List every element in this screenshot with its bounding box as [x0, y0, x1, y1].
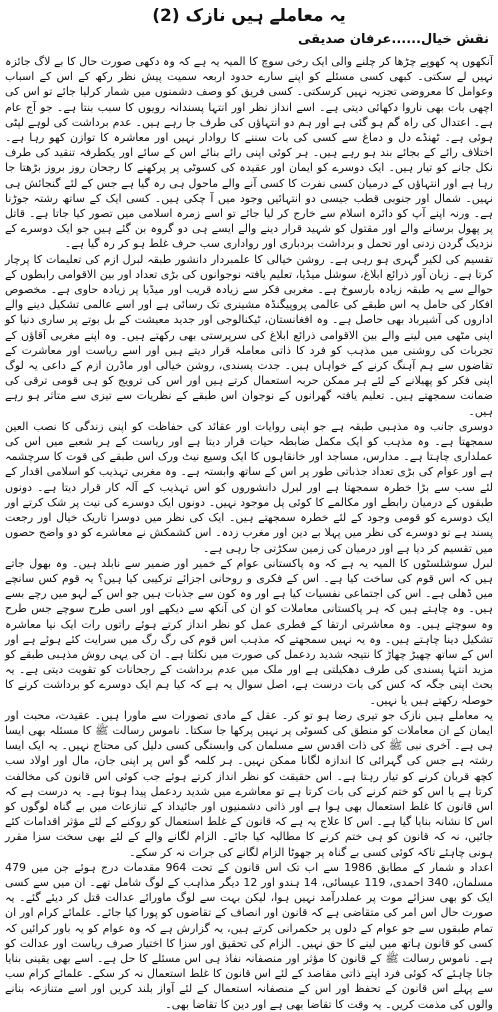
column-headline: یہ معاملے ہیں نازک (2)	[152, 6, 346, 26]
body-paragraph: اعداد و شمار کے مطابق 1986 سے اب تک اس قانون کے تحت 964 مقدمات درج ہوئے جن میں 479 مسلمان، 340 احمدی، 119 عیسائی، 14 ہندو اور 12 دیگر مذاہب کے لوگ شامل تھے۔ ان میں سے کسی ایک کو بھی سزائے موت پر عملدرآمد نہیں ہوا، لیکن بہت سے لوگ ماورائے عدالت قتل کر دیئے گئے۔ یہ صورت حال اس امر کی متقاضی ہے کہ قانون اور انصاف کے تقاضوں کو پورا کیا جائے۔ علمائے کرام اور ان تمام طبقوں سے جو عوام کے دلوں پر حکمرانی کرتے ہیں، یہ گزارش ہے کہ وہ عوام کو یہ باور کرائیں کہ کسی کو قانون ہاتھ میں لینے کا حق نہیں۔ الزام کی تحقیق اور سزا کا اختیار صرف ریاست اور عدالت کو ہے۔ ناموس رسالت ﷺ کے قانون کا مؤثر اور منصفانہ نفاذ ہی اس مسئلے کا حل ہے۔ اسے بھی یقینی بنایا جانا چاہئے کہ کوئی فرد اپنے ذاتی مقاصد کے لئے اس قانون کا غلط استعمال نہ کر سکے۔ علمائے کرام سب سے پہلے اس قانون کے تحفظ اور اس کے منصفانہ استعمال کے لئے آواز بلند کریں اور اسے متنازعہ بنانے والوں کی مذمت کریں۔ یہ وقت کا تقاضا بھی ہے اور دین کا تقاضا بھی۔	[5, 860, 493, 1011]
column-body	[4, 54, 493, 1011]
column-byline: نقش خیال......عرفان صدیقی	[297, 32, 489, 47]
body-paragraph: یہ معاملے ہیں نازک جو تیری رضا ہو تو کر۔ عقل کے مادی تصورات سے ماورا ہیں۔ عقیدت، محبت اور ایمان کے ان معاملات کو منطق کی کسوٹی پر نہیں پرکھا جا سکتا۔ ناموس رسالت ﷺ کا مسئلہ بھی ایسا ہی ہے۔ آخری نبی ﷺ کی ذات اقدس سے مسلمان کی وابستگی کسی دلیل کی محتاج نہیں۔ یہ ایک ایسا رشتہ ہے جس کی گہرائی کا اندازہ لگانا ممکن نہیں۔ ہر کلمہ گو اس پر اپنی جان، مال اور اولاد سب کچھ قربان کرنے کو تیار رہتا ہے۔ اس حقیقت کو نظر انداز کرتے ہوئے جب کوئی اس قانون کی مخالفت کرتا ہے یا اس کو ختم کرنے کی بات کرتا ہے تو معاشرے میں شدید ردعمل پیدا ہوتا ہے۔ یہ درست ہے کہ اس قانون کا غلط استعمال بھی ہوا ہے اور ذاتی دشمنیوں اور جائیداد کے تنازعات میں بے گناہ لوگوں کو اس کا نشانہ بنایا گیا ہے۔ اس کا علاج یہ ہے کہ قانون کے غلط استعمال کو روکنے کے لئے مؤثر اقدامات کئے جائیں، نہ کہ قانون کو ہی ختم کرنے کا مطالبہ کیا جائے۔ الزام لگانے والے کے لئے بھی سخت سزا مقرر ہونی چاہئے تاکہ کوئی کسی بے گناہ پر جھوٹا الزام لگانے کی جرات نہ کر سکے۔	[5, 708, 493, 859]
body-paragraph: آنکھوں پہ کھوپے چڑھا کر چلنے والی ایک رخی سوچ کا المیہ یہ ہے کہ وہ دکھی صورت حال کا بے لاگ جائزہ نہیں لے سکتی۔ کبھی کسی مسئلے کو اپنے سارے حدود اربعہ سمیت پیش نظر رکھ کے اس کے اسباب وعوامل کا معروضی تجزیہ نہیں کرسکتی۔ کسی فریق کو وصف دشمنوں میں شمار کرلیا جائے تو اس کی اچھی بات بھی ناروا دکھائی دیتی ہے۔ اسے انداز نظر اور انتہا پسندانہ رویوں کا سبب بنتا ہے۔ جو آج عام ہے۔ اعتدال کی راہ گم ہو گئی ہے اور ہم دو انتہاؤں کی طرف جا رہے ہیں۔ عدم برداشت کی لوہے لپٹی ہوئی ہے۔ ٹھنڈے دل و دماغ سے کسی کی بات سننے کا روادار نہیں اور معاشرہ کا توازن کھو رہا ہے۔ اختلاف رائے کے بجائے بند ہو رہے ہیں۔ ہر کوئی اپنی رائے بنائے اس کے سائے اور یکطرفہ تنقید کی طرف نکل جانے کو تیار ہیں۔ ایک دوسرے کو ایمان اور عقیدہ کی کسوٹی پر پرکھنے کا رجحان روز بروز بڑھتا جا رہا ہے اور انتہاؤں کے درمیان کسی نفرت کا کسی آنے والے ماحول ہی رہ گیا ہے جس کے لئے گنجائش ہی نہیں۔ شمال اور جنوبی قطب جیسی دو انتہائیں وجود میں آ چکی ہیں۔ کسی ایک کے ساتھ رشتہ جوڑنا ہے۔ ورنہ اپنے آپ کو دائرہ اسلام سے خارج کر لیا جائے تو اسے زمرہ اسلامی میں تصور کیا جاتا ہے۔ قاتل پر پھول برسانے والے اور مقتول کو شہید قرار دینے والے ایسے ہی دو گروہ بن گئے ہیں جو ایک دوسرے کے نزدیک گردن زدنی اور تحمل و برداشت بردباری اور رواداری سب حرف غلط ہو کر رہ گیا ہے۔	[5, 55, 493, 251]
body-paragraph: لبرل سوشلسٹوں کا المیہ یہ ہے کہ وہ پاکستانی عوام کے خمیر اور ضمیر سے نابلد ہیں۔ وہ بھول جاتے ہیں کہ اس قوم کی ساخت کیا ہے۔ اس کے فکری و روحانی اجزائے ترکیبی کیا ہیں؟ یہ قوم کس سانچے میں ڈھلی ہے۔ اس کی اجتماعی نفسیات کیا ہے اور وہ کون سے جذبات ہیں جو اس کے لہو میں رچے بسے ہیں۔ وہ چاہتے ہیں کہ ہر پاکستانی معاملات کو ان کی آنکھ سے دیکھے اور اسی طرح سوچے جس طرح وہ سوچتے ہیں۔ وہ معاشرتی ارتقا کے فطری عمل کو نظر انداز کرتے ہوئے راتوں رات ایک نیا معاشرہ تشکیل دینا چاہتے ہیں۔ وہ یہ نہیں سمجھتے کہ مذہب اس قوم کی رگ رگ میں سرایت کئے ہوئے ہے اور اس کے ساتھ چھیڑ چھاڑ کا نتیجہ شدید ردعمل کی صورت میں نکلتا ہے۔ ان کی یہی روش مذہبی طبقے کو مزید انتہا پسندی کی طرف دھکیلتی ہے اور ملک میں عدم برداشت کے رجحانات کو تقویت دیتی ہے۔ یہ بحث اپنی جگہ کہ کس کی بات درست ہے، اصل سوال یہ ہے کہ کیا ہم ایک دوسرے کو برداشت کرنے کا حوصلہ رکھتے ہیں یا نہیں۔	[5, 556, 493, 707]
body-paragraph: تقسیم کی لکیر گہری ہو رہی ہے۔ روشن خیالی کا علمبردار دانشور طبقہ لبرل ازم کی تعلیمات کا پرچار کرتا ہے۔ زبان آور ذرائع ابلاغ، سوشل میڈیا، تعلیم یافتہ نوجوانوں کی بڑی تعداد اور بین الاقوامی رابطوں کے حوالے سے یہ طبقہ زیادہ بارسوخ ہے۔ مغربی فکر سے زیادہ قریب اور میڈیا پر زیادہ حاوی ہے۔ مخصوص افکار کی حامل یہ اس طبقے کی عالمی پروپیگنڈہ مشینری تک رسائی ہے اور اسے عالمی تشکیل دینے والے اداروں کی آشیرباد بھی حاصل ہے۔ وہ افغانستان، ٹیکنالوجی اور جدید معیشت کے بل بوتے پر ساری دنیا کو اپنی مٹھی میں لینے والے بین الاقوامی ذرائع ابلاغ کی سرپرستی بھی رکھتے ہیں۔ وہ اپنے مغربی آقاؤں کے تجربات کی روشنی میں مذہب کو فرد کا ذاتی معاملہ قرار دیتے ہیں اور اسے ریاست اور معاشرت کے تقاضوں سے ہم آہنگ کرنے کے خواہاں ہیں۔ جدت پسندی، روشن خیالی اور ماڈرن ازم کے داعی یہ لوگ اپنی فکر کو پھیلانے کے لئے ہر ممکن حربہ استعمال کرتے ہیں اور اس کی ترویج کو ہی قومی ترقی کی ضمانت سمجھتے ہیں۔ تعلیم یافتہ گھرانوں کے نوجوان اس طبقے کے نظریات سے تیزی سے متاثر ہو رہے ہیں۔	[4, 252, 493, 418]
body-paragraph: دوسری جانب وہ مذہبی طبقہ ہے جو اپنی روایات اور عقائد کی حفاظت کو اپنی زندگی کا نصب العین سمجھتا ہے۔ وہ مذہب کو ایک مکمل ضابطہ حیات قرار دیتا ہے اور ریاست کے ہر شعبے میں اس کی عملداری چاہتا ہے۔ مدارس، مساجد اور خانقاہوں کا ایک وسیع نیٹ ورک اس طبقے کی قوت کا سرچشمہ ہے اور عوام کی بڑی تعداد جذباتی طور پر اس کے ساتھ وابستہ ہے۔ وہ مغربی تہذیب کو اسلامی اقدار کے لئے سب سے بڑا خطرہ سمجھتا ہے اور لبرل دانشوروں کو اس تہذیب کے آلہ کار قرار دیتا ہے۔ دونوں طبقوں کے درمیان رابطے اور مکالمے کا کوئی پل موجود نہیں۔ دونوں ایک دوسرے کی نیت پر شک کرتے اور ایک دوسرے کو قومی وجود کے لئے خطرہ سمجھتے ہیں۔ ایک کی نظر میں دوسرا تاریک خیال اور رجعت پسند ہے تو دوسرے کی نظر میں پہلا بے دین اور مغرب زدہ۔ اس کشمکش نے معاشرے کو دو واضح حصوں میں تقسیم کر دیا ہے اور درمیان کی زمین سکڑتی جا رہی ہے۔	[5, 419, 493, 555]
